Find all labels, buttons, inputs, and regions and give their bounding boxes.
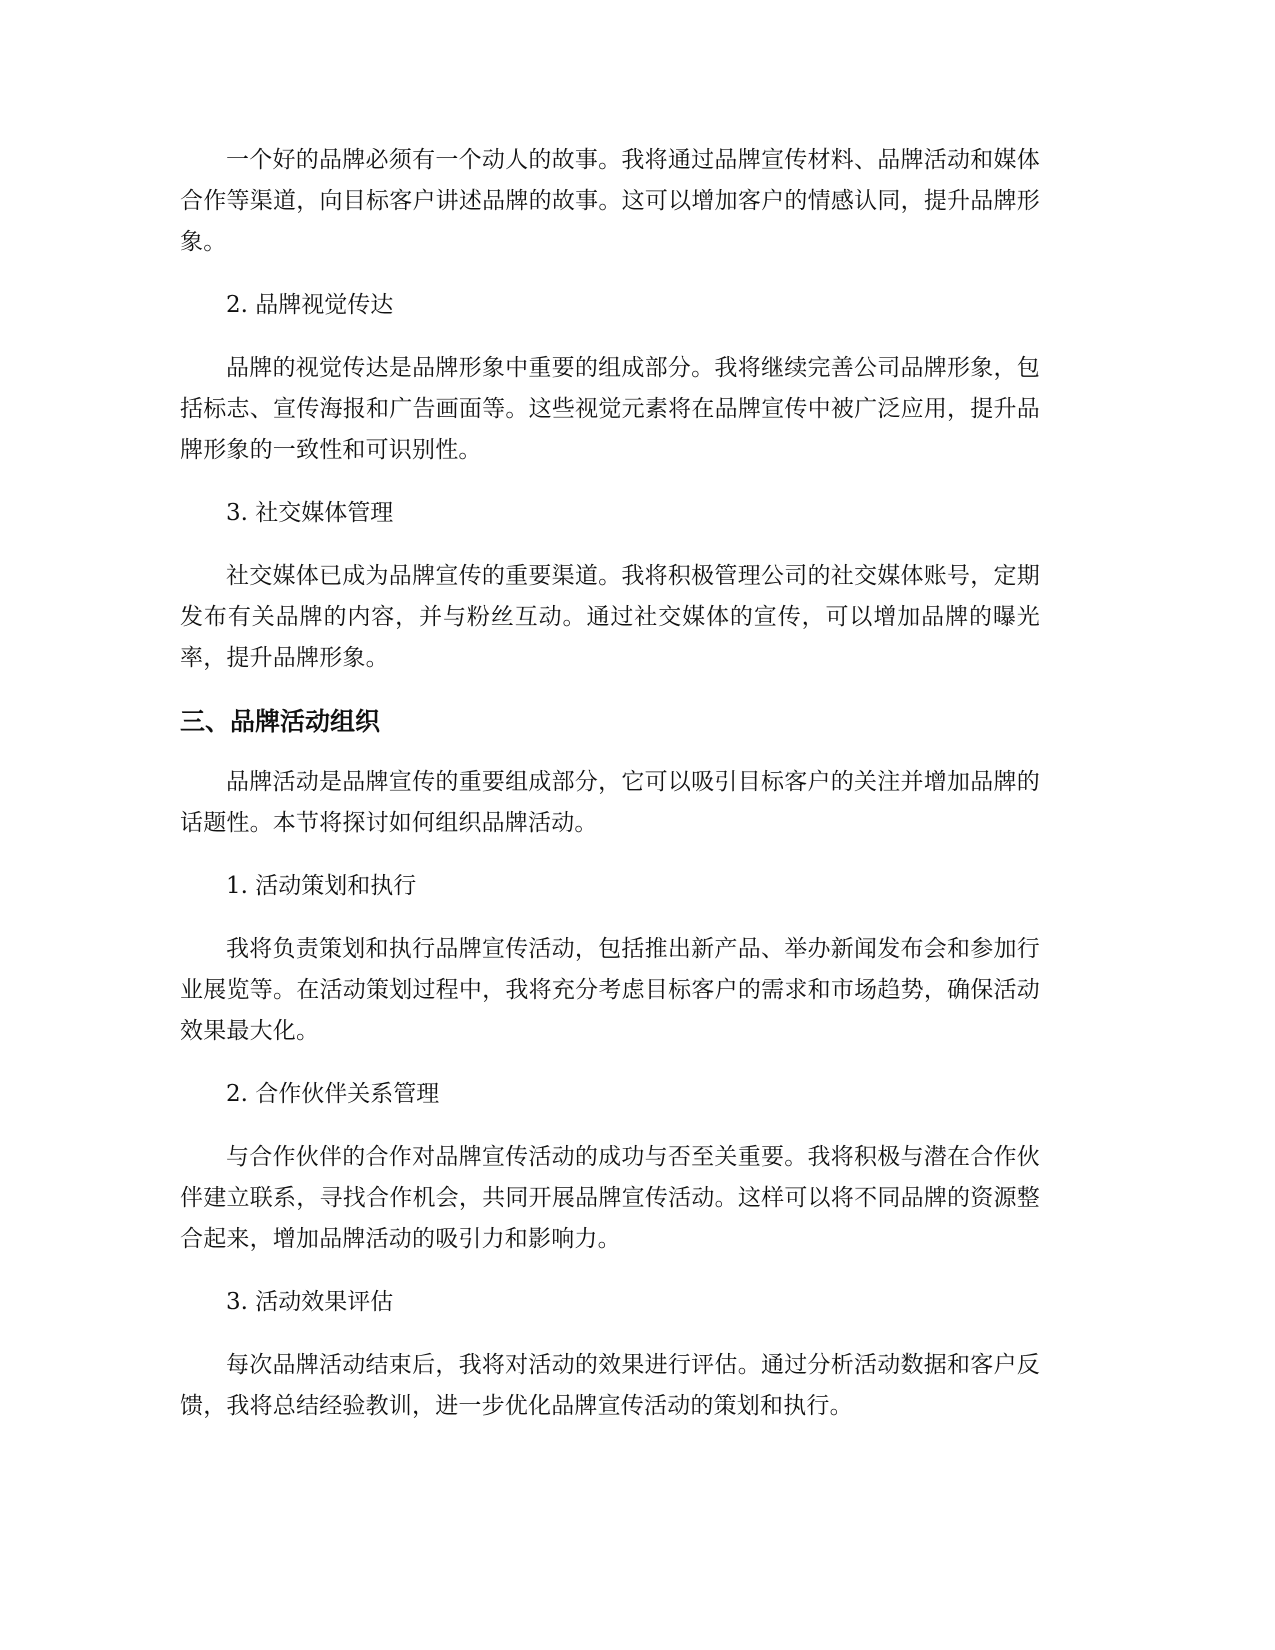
section-title-brand-events: 三、品牌活动组织 — [180, 707, 381, 736]
subheading-social-media: 3. 社交媒体管理 — [226, 500, 394, 526]
subheading-partner-management: 2. 合作伙伴关系管理 — [226, 1081, 440, 1107]
paragraph-visual-communication: 品牌的视觉传达是品牌形象中重要的组成部分。我将继续完善公司品牌形象，包括标志、宣传海报和广告画面等。这些视觉元素将在品牌宣传中被广泛应用，提升品牌形象的一致性和可识别性。 — [180, 355, 1040, 463]
subheading-event-planning: 1. 活动策划和执行 — [226, 873, 417, 899]
paragraph-event-planning: 我将负责策划和执行品牌宣传活动，包括推出新产品、举办新闻发布会和参加行业展览等。在活动策划过程中，我将充分考虑目标客户的需求和市场趋势，确保活动效果最大化。 — [180, 936, 1040, 1044]
paragraph-social-media: 社交媒体已成为品牌宣传的重要渠道。我将积极管理公司的社交媒体账号，定期发布有关品牌的内容，并与粉丝互动。通过社交媒体的宣传，可以增加品牌的曝光率，提升品牌形象。 — [180, 563, 1040, 671]
subheading-visual-communication: 2. 品牌视觉传达 — [226, 292, 394, 318]
paragraph-partner-management: 与合作伙伴的合作对品牌宣传活动的成功与否至关重要。我将积极与潜在合作伙伴建立联系，寻找合作机会，共同开展品牌宣传活动。这样可以将不同品牌的资源整合起来，增加品牌活动的吸引力和影响力。 — [180, 1144, 1040, 1252]
paragraph-brand-story: 一个好的品牌必须有一个动人的故事。我将通过品牌宣传材料、品牌活动和媒体合作等渠道，向目标客户讲述品牌的故事。这可以增加客户的情感认同，提升品牌形象。 — [180, 147, 1040, 255]
subheading-event-evaluation: 3. 活动效果评估 — [226, 1289, 394, 1315]
paragraph-event-evaluation: 每次品牌活动结束后，我将对活动的效果进行评估。通过分析活动数据和客户反馈，我将总结经验教训，进一步优化品牌宣传活动的策划和执行。 — [180, 1352, 1040, 1419]
paragraph-brand-events-intro: 品牌活动是品牌宣传的重要组成部分，它可以吸引目标客户的关注并增加品牌的话题性。本节将探讨如何组织品牌活动。 — [180, 769, 1040, 836]
document-body — [180, 140, 1040, 1449]
